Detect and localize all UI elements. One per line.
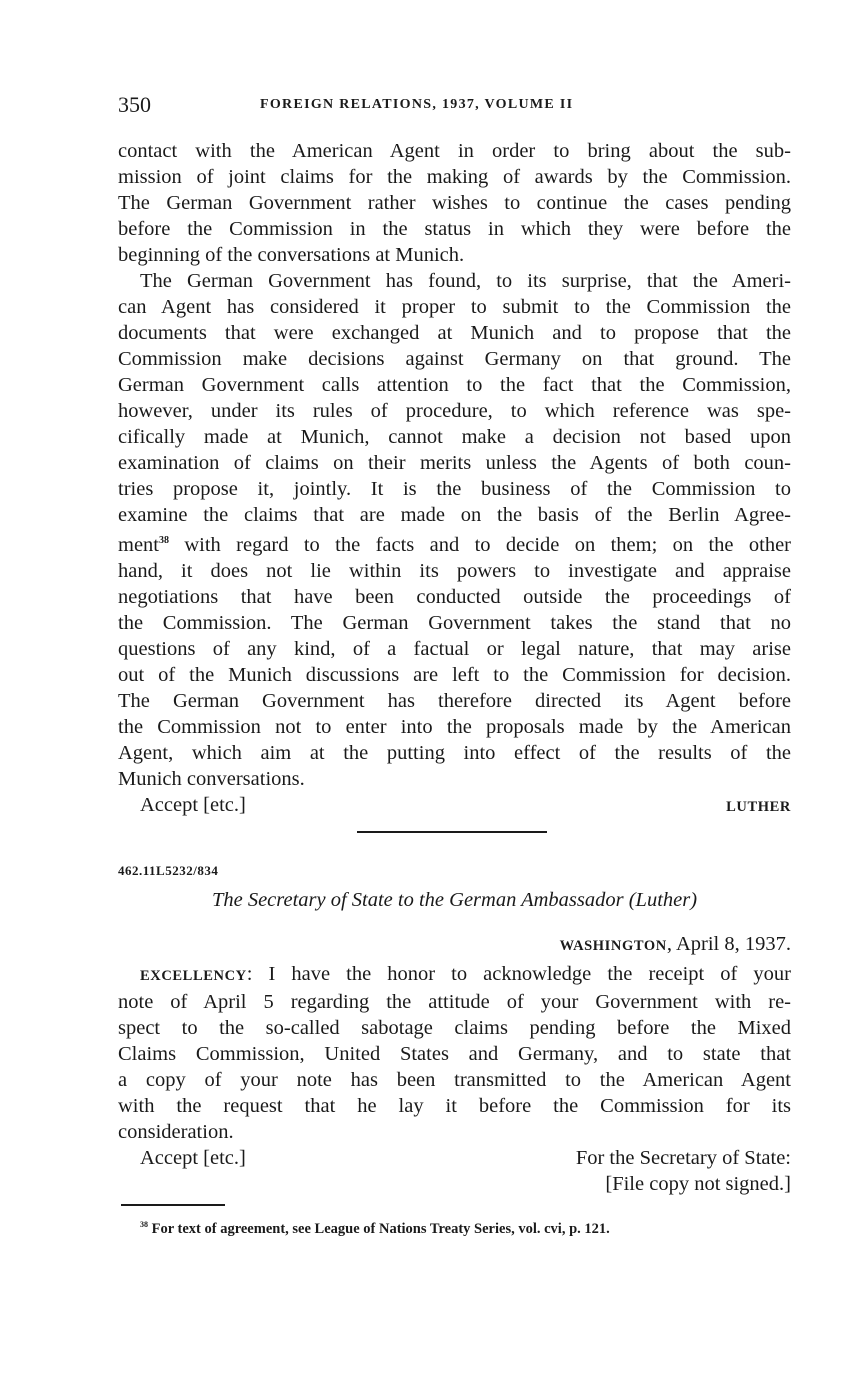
document-title: The Secretary of State to the German Ambassador (Luther) bbox=[211, 889, 698, 911]
text-line: contact with the American Agent in order to bring about the sub- bbox=[118, 140, 791, 162]
footnote-mark: 38 bbox=[140, 1220, 148, 1229]
letter-secretary bbox=[118, 961, 791, 1197]
text-line: The German Government has therefore directed its Agent before bbox=[118, 690, 791, 712]
letter-luther-continued bbox=[118, 138, 791, 818]
signature: LUTHER bbox=[726, 799, 791, 815]
text-line: before the Commission in the status in which they were before the bbox=[118, 218, 791, 240]
text-line: the Commission. The German Government takes the stand that no bbox=[118, 612, 791, 634]
text-line: Agent, which aim at the putting into effect of the results of the bbox=[118, 742, 791, 764]
complimentary-close: Accept [etc.] bbox=[140, 794, 246, 816]
file-note-row bbox=[118, 1171, 791, 1197]
text-line: hand, it does not lie within its powers to investigate and appraise bbox=[118, 560, 791, 582]
running-title: FOREIGN RELATIONS, 1937, VOLUME II bbox=[260, 97, 574, 112]
text-line: with the request that he lay it before the Commission for its bbox=[118, 1095, 791, 1117]
text-line: can Agent has considered it proper to submit to the Commission the bbox=[118, 296, 791, 318]
complimentary-close: Accept [etc.] bbox=[140, 1147, 246, 1169]
text-line: spect to the so-called sabotage claims pending before the Mixed bbox=[118, 1017, 791, 1039]
page-header bbox=[118, 92, 791, 122]
text-fragment: : I have the honor to acknowledge the receipt of your bbox=[246, 963, 791, 985]
text-line: questions of any kind, of a factual or legal nature, that may arise bbox=[118, 638, 791, 660]
section-divider bbox=[357, 831, 547, 833]
document-page bbox=[118, 92, 791, 1237]
text-line: beginning of the conversations at Munich. bbox=[118, 244, 465, 266]
file-number: 462.11L5232/834 bbox=[118, 863, 219, 878]
text-line: The German Government rather wishes to continue the cases pending bbox=[118, 192, 791, 214]
closing-row bbox=[118, 792, 791, 818]
footnote-divider bbox=[121, 1204, 225, 1206]
text-line: cifically made at Munich, cannot make a decision not based upon bbox=[118, 426, 791, 448]
text-line-salutation bbox=[118, 961, 791, 989]
dateline-date: , April 8, 1937. bbox=[666, 933, 791, 955]
text-line: documents that were exchanged at Munich and to propose that the bbox=[118, 322, 791, 344]
text-line: the Commission not to enter into the proposals made by the American bbox=[118, 716, 791, 738]
text-line: Commission make decisions against Germany on that ground. The bbox=[118, 348, 791, 370]
dateline bbox=[560, 933, 791, 956]
text-line: out of the Munich discussions are left to the Commission for decision. bbox=[118, 664, 791, 686]
text-fragment: ment bbox=[118, 534, 159, 556]
text-line: consideration. bbox=[118, 1121, 234, 1143]
text-line-with-footnote bbox=[118, 528, 791, 558]
text-line: however, under its rules of procedure, to which reference was spe- bbox=[118, 400, 791, 422]
text-line: Claims Commission, United States and Germany, and to state that bbox=[118, 1043, 791, 1065]
footnote bbox=[140, 1220, 610, 1238]
page-number: 350 bbox=[118, 92, 151, 117]
signer-line: For the Secretary of State: bbox=[575, 1147, 791, 1169]
text-line: a copy of your note has been transmitted to the American Agent bbox=[118, 1069, 791, 1091]
dateline-place: WASHINGTON bbox=[559, 938, 667, 954]
footnote-reference: 38 bbox=[159, 535, 169, 546]
salutation: EXCELLENCY bbox=[140, 968, 247, 984]
text-line: German Government calls attention to the fact that the Commission, bbox=[118, 374, 791, 396]
text-line: examine the claims that are made on the basis of the Berlin Agree- bbox=[118, 504, 791, 526]
text-line: Munich conversations. bbox=[118, 768, 305, 790]
text-line: tries propose it, jointly. It is the business of the Commission to bbox=[118, 478, 791, 500]
footnote-text: For text of agreement, see League of Nations Treaty Series, vol. cvi, p. 121. bbox=[151, 1221, 610, 1237]
text-line: The German Government has found, to its surprise, that the Ameri- bbox=[140, 270, 791, 292]
text-line: mission of joint claims for the making of awards by the Commission. bbox=[118, 166, 791, 188]
closing-row bbox=[118, 1145, 791, 1171]
text-line: examination of claims on their merits unless the Agents of both coun- bbox=[118, 452, 791, 474]
text-line: negotiations that have been conducted outside the proceedings of bbox=[118, 586, 791, 608]
file-note: [File copy not signed.] bbox=[605, 1173, 791, 1195]
text-fragment: with regard to the facts and to decide on them; on the other bbox=[169, 534, 791, 556]
text-line: note of April 5 regarding the attitude of your Government with re- bbox=[118, 991, 791, 1013]
